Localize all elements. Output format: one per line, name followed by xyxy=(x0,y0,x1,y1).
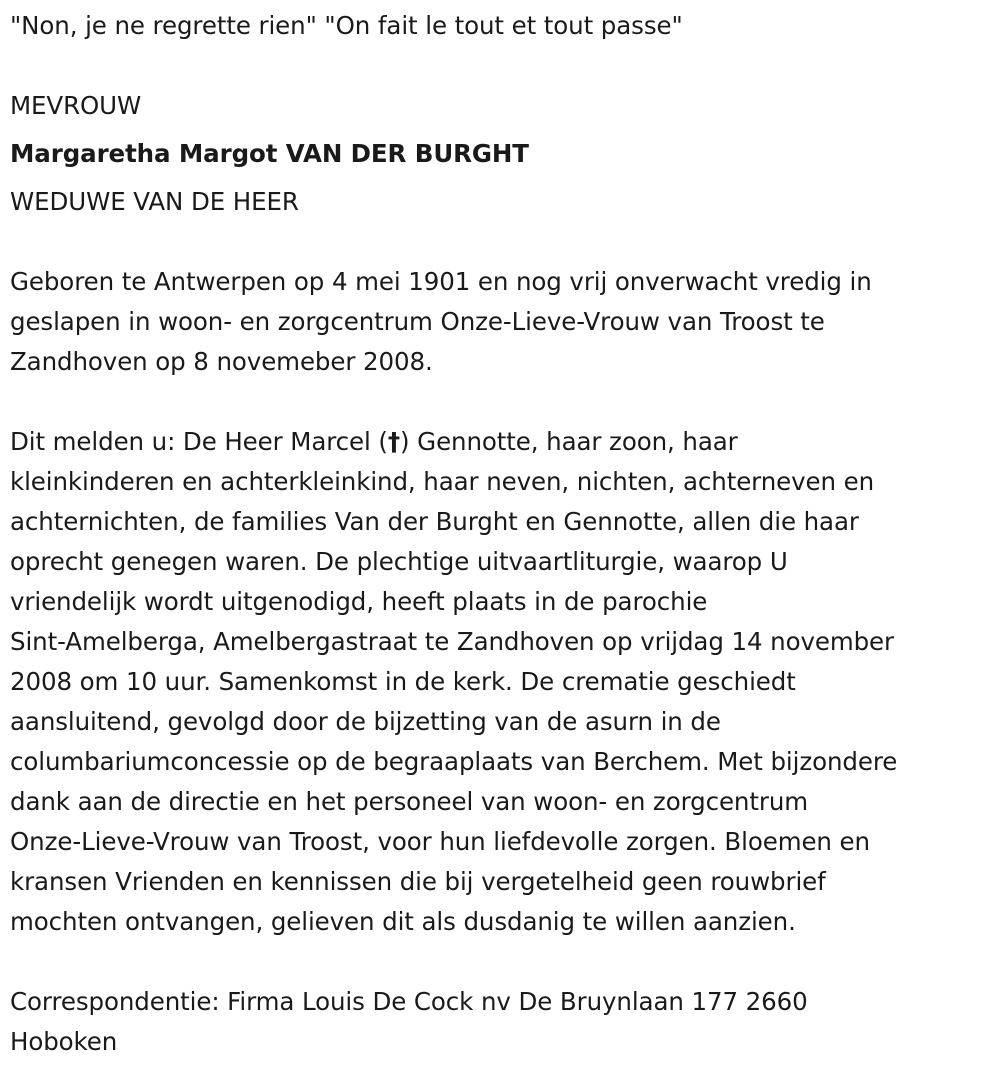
announcement-line: achternichten, de families Van der Burght en Gennotte, allen die haar xyxy=(10,507,859,536)
announcement-line: Onze-Lieve-Vrouw van Troost, voor hun liefdevolle zorgen. Bloemen en xyxy=(10,827,870,856)
announcement-first-line-start: Dit melden u: De Heer Marcel ( xyxy=(10,427,388,456)
cross-icon: † xyxy=(387,427,401,456)
announcement-paragraph xyxy=(10,422,995,942)
birth-line: geslapen in woon- en zorgcentrum Onze-Lieve-Vrouw van Troost te xyxy=(10,307,825,336)
obituary-document xyxy=(10,6,995,1062)
correspondence-line: Correspondentie: Firma Louis De Cock nv De Bruynlaan 177 2660 xyxy=(10,987,808,1016)
correspondence-line: Hoboken xyxy=(10,1027,118,1056)
announcement-line: dank aan de directie en het personeel van woon- en zorgcentrum xyxy=(10,787,809,816)
announcement-first-line xyxy=(10,422,995,462)
title-mevrouw: MEVROUW xyxy=(10,91,142,120)
spacer xyxy=(10,174,995,182)
spacer xyxy=(10,126,995,134)
spacer xyxy=(10,222,995,262)
announcement-first-line-end: ) Gennotte, haar zoon, haar xyxy=(400,427,738,456)
announcement-line: 2008 om 10 uur. Samenkomst in de kerk. De crematie geschiedt xyxy=(10,667,796,696)
spacer xyxy=(10,382,995,422)
announcement-line: mochten ontvangen, gelieven dit als dusdanig te willen aanzien. xyxy=(10,907,796,936)
announcement-line: oprecht genegen waren. De plechtige uitvaartliturgie, waarop U xyxy=(10,547,788,576)
birth-line: Zandhoven op 8 novemeber 2008. xyxy=(10,347,433,376)
announcement-line: columbariumconcessie op de begraaplaats van Berchem. Met bijzondere xyxy=(10,747,898,776)
announcement-line: Sint-Amelberga, Amelbergastraat te Zandhoven op vrijdag 14 november xyxy=(10,627,894,656)
correspondence-paragraph xyxy=(10,982,995,1062)
spacer xyxy=(10,46,995,86)
widow-line: WEDUWE VAN DE HEER xyxy=(10,187,299,216)
announcement-line: kransen Vrienden en kennissen die bij vergetelheid geen rouwbrief xyxy=(10,867,826,896)
quotes-line: "Non, je ne regrette rien" "On fait le tout et tout passe" xyxy=(10,11,683,40)
deceased-name: Margaretha Margot VAN DER BURGHT xyxy=(10,139,529,168)
announcement-line: aansluitend, gevolgd door de bijzetting van de asurn in de xyxy=(10,707,721,736)
announcement-line: kleinkinderen en achterkleinkind, haar neven, nichten, achterneven en xyxy=(10,467,875,496)
announcement-line: vriendelijk wordt uitgenodigd, heeft plaats in de parochie xyxy=(10,587,708,616)
birth-paragraph xyxy=(10,262,995,382)
birth-line: Geboren te Antwerpen op 4 mei 1901 en nog vrij onverwacht vredig in xyxy=(10,267,872,296)
spacer xyxy=(10,942,995,982)
